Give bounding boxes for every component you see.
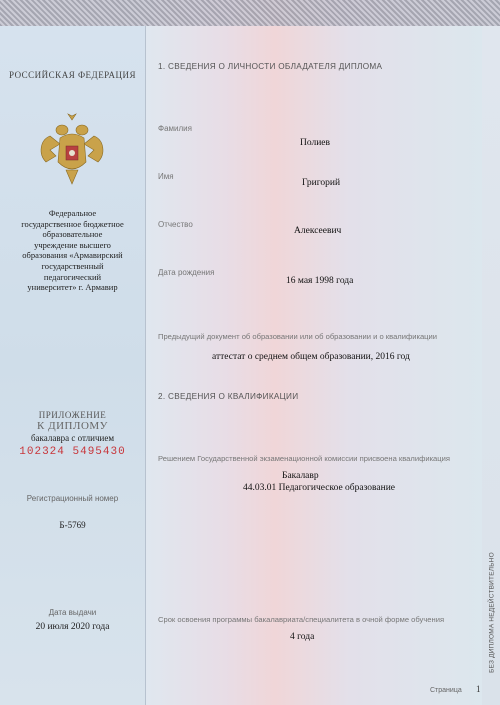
country-title: РОССИЙСКАЯ ФЕДЕРАЦИЯ: [8, 70, 137, 80]
name-value: Григорий: [302, 178, 341, 188]
degree-note: бакалавра с отличием: [30, 433, 115, 443]
study-duration-value: 4 года: [290, 632, 315, 642]
page-number: 1: [476, 684, 481, 694]
serial-number: 102324 5495430: [19, 446, 126, 458]
qualification-program: 44.03.01 Педагогическое образование: [243, 483, 396, 493]
surname-label: Фамилия: [158, 124, 192, 133]
section-personal-heading: 1. СВЕДЕНИЯ О ЛИЧНОСТИ ОБЛАДАТЕЛЯ ДИПЛОМА: [158, 62, 383, 71]
page-label: Страница: [430, 687, 462, 694]
appendix-subtitle: К ДИПЛОМУ: [37, 420, 108, 432]
birthdate-value: 16 мая 1998 года: [286, 276, 354, 286]
previous-document-label: Предыдущий документ об образовании или об образовании и о квалификации: [158, 332, 437, 341]
patronymic-value: Алексеевич: [294, 226, 342, 236]
qualification-degree: Бакалавр: [282, 471, 319, 481]
surname-value: Полиев: [300, 138, 331, 148]
panel-divider: [145, 26, 146, 705]
vertical-note-text: БЕЗ ДИПЛОМА НЕДЕЙСТВИТЕЛЬНО: [488, 552, 496, 673]
study-duration-label: Срок освоения программы бакалавриата/специалитета в очной форме обучения: [158, 615, 445, 624]
name-label: Имя: [158, 172, 174, 181]
birthdate-label: Дата рождения: [158, 268, 215, 277]
issue-date-label: Дата выдачи: [48, 608, 97, 617]
previous-document-value: аттестат о среднем общем образовании, 2016 год: [212, 352, 410, 362]
appendix-title: ПРИЛОЖЕНИЕ: [38, 410, 107, 420]
organization-name: Федеральное государственное бюджетное образовательное учреждение высшего образования «Армавирский государственный педагогический университет» г. Армавир: [21, 208, 124, 293]
top-security-band: [0, 0, 500, 26]
reg-number: Б-5769: [59, 520, 86, 530]
patronymic-label: Отчество: [158, 220, 193, 229]
issue-date: 20 июля 2020 года: [35, 622, 110, 632]
vertical-note: [482, 545, 494, 685]
qualification-decision-label: Решением Государственной экзаменационной комиссии присвоена квалификация: [158, 454, 450, 463]
reg-number-label: Регистрационный номер: [26, 494, 119, 503]
section-qualification-heading: 2. СВЕДЕНИЯ О КВАЛИФИКАЦИИ: [158, 392, 299, 401]
coat-of-arms-icon: [36, 110, 108, 190]
